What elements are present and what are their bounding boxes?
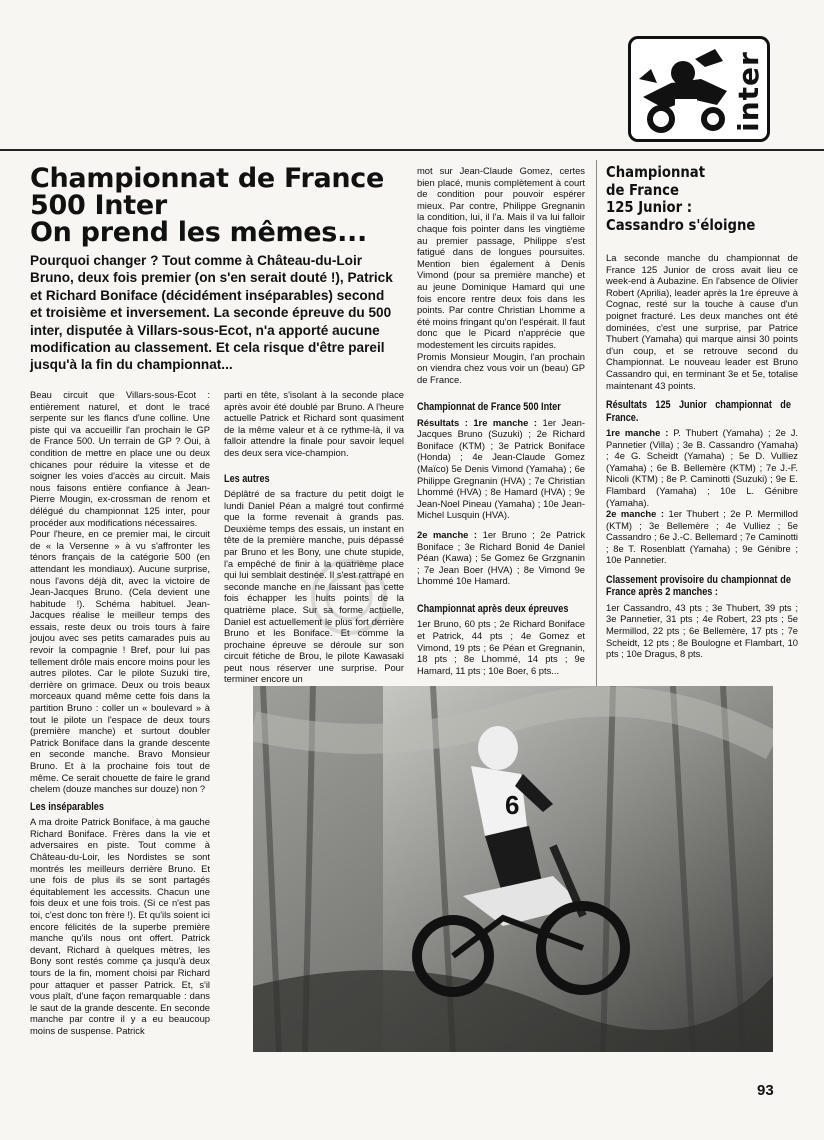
body-paragraph: parti en tête, s'isolant à la seconde place après avoir été doublé par Bruno. A l'heure actuelle Patrick et Richard sont quasiment de la même valeur et à ce rythme-là, il va falloir attendre la finale pour savoir lequel des deux sera vice-champion.: [224, 389, 404, 458]
subheading-autres: Les autres: [224, 472, 270, 485]
subheading-standings-500: Championnat après deux épreuves: [417, 603, 569, 615]
results-125-second-heat: 2e manche : 1er Thubert ; 2e P. Mermillod (KTM) ; 3e Bellemère ; 4e Vulliez ; 5e Cassandro ; 6e J.-C. Bellemard ; 7e Caminotti ; 8e T. Rosenblatt (Yamaha) ; 9e Génibre ; 10e Pannetier.: [606, 508, 798, 566]
motocross-jump-image: [253, 686, 773, 1052]
body-paragraph: A ma droite Patrick Boniface, à ma gauche Richard Boniface. Frères dans la vie et adversaires en piste. Tout comme à Château-du-Loir, les Nordistes se sont montrés les meilleurs derrière Bruno. Et une fois de plus ils se sont partagés équitablement les accessits. Chacun une fois deux et une fois trois. (Si ce n'est pas toi, c'est donc ton frère !). Et qu'ils soient ici encore félicités de la superbe première manche qu'ils nous ont offert. Patrick devant, Richard à quelques mètres, les Bony sont restés comme ça jusqu'à deux tours de la fin, moment choisi par Richard pour attaquer et passer Patrick. Et, s'il vous plaît, d'une façon remarquable : dans le saut de la grande descente. En seconde manche par contre il y a eu beaucoup moins de suspense. Patrick: [30, 816, 210, 1036]
page-number: 93: [757, 1082, 774, 1099]
side-body-paragraph: La seconde manche du championnat de France 125 Junior de cross avait lieu ce week-end à Aubazine. En l'absence de Olivier Robert (Aprilia), leader après la 1re épreuve à Cognac, resté sur la touche à cause d'un poignet fracturé. Les deux manches ont été dominées, c'est une surprise, par Patrice Thubert (Yamaha) qui marque ainsi 30 points d'un coup, et se retrouve second du Championnat. Le nouveau leader est Bruno Cassandro qui, en terminant 3e et 5e, totalise maintenant 43 points.: [606, 252, 798, 391]
body-paragraph: mot sur Jean-Claude Gomez, certes bien placé, munis complètement à court de condition pour pouvoir espérer mieux. Par contre, Philippe Gregnanin la condition, lui, il l'a. Mais il va lui falloir chaque fois pointer dans les vingtième au premier passage, Philippe s'est fatigué dans de longues poursuites. Mention bien également à Denis Vimond (pour sa première manche) et au jeune Dominique Hamard qui une fois encore rentre deux fois dans les points. Par contre Christian Lhomme a été moins fringant qu'on l'espérait. Il faut donc que le Picard n'apprécie que modestement les circuits rapides.: [417, 165, 585, 350]
logo-word: inter: [731, 50, 765, 132]
magazine-section-logo: [628, 36, 770, 142]
subheading-results-500: Championnat de France 500 Inter: [417, 401, 561, 414]
article-column-1: [30, 389, 210, 1036]
article-column-3: [417, 165, 585, 676]
body-paragraph: Pour l'heure, en ce premier mai, le circuit de « la Versenne » à vu s'affronter les ténors français de la catégorie 500 (en attendant les mondiaux). Aucune surprise, nous l'avons déjà dit, avec la victoire de Jean-Jacques Bruno. (Cela devient une habitude !). Schéma habituel. Jean-Jacques réalise le meilleur temps des essais, reste deux ou trois tours à faire joujou avec ses petits camarades puis au revoir la compagnie ! Bref, pour lui pas tellement drôle mais encore moins pour les autres pilotes. Car le pilote Suzuki tire, derrière on grimace. Deux ou trois beaux morceaux quand même cette fois dans la partition Bruno : coller un « boulevard » à tout le pilote un l'espace de deux tours (première manche) et surtout doubler Patrick Boniface dans la grande descente en seconde manche. Bravo Monsieur Bruno. Et à la prochaine fois tout de même. Ce serait chouette de faire le grand chelem (douze manches sur douze) non ?: [30, 528, 210, 795]
header-rule: [0, 149, 824, 151]
side-article-body: [606, 252, 798, 660]
standings-500: 1er Bruno, 60 pts ; 2e Richard Boniface et Patrick, 44 pts ; 4e Gomez et Vimond, 19 pts ; 6e Péan et Gregnanin, 18 pts ; 8e Lhommé, 14 pts ; 9e Hamard, 11 pts ; 10e Boer, 6 pts...: [417, 618, 585, 676]
subheading-results-125: Résultats 125 Junior championnat de France.: [606, 399, 791, 424]
subheading-standings-125: Classement provisoire du championnat de France après 2 manches :: [606, 574, 791, 599]
body-paragraph: Beau circuit que Villars-sous-Ecot : entièrement naturel, et dont le tracé serpente sur les flancs d'une colline. Une piste qui va accueillir l'an prochain le GP de France 500. Un terrain de GP ? Oui, à condition de mettre en place une ou deux chicanes pour réduire la vitesse et de soigner les voies d'accès au circuit. Mais nous faisons entière confiance à Jean-Pierre Mougin, ex-crossman de renom et délégué du championnat 125 inter, pour procéder aux modifications nécessaires.: [30, 389, 210, 528]
watermark-stamp: [308, 556, 390, 638]
rider-number: 6: [505, 790, 520, 820]
body-paragraph: Déplâtré de sa fracture du petit doigt le lundi Daniel Péan a malgré tout confirmé que la forme revenait à grands pas. Deuxième temps des essais, un instant en tête de la première manche, puis dépassé par Bruno et les Bony, une chute stupide, l'a empêché de finir à la quatrième place qui lui semblait destinée. Il s'est rattrapé en seconde manche en ne laissant pas cette fois échapper les huits points de la quatrième place. Sur sa forme actuelle, Daniel est actuellement le plus fort derrière Bruno et les Boniface. Et comme la prochaine épreuve se déroule sur son circuit fétiche de Brou, le pilote Kawasaki peut nous réserver une surprise. Pour terminer encore un: [224, 487, 404, 685]
results-second-heat: 2e manche : 1er Bruno ; 2e Patrick Boniface ; 3e Richard Bonid 4e Daniel Péan (Kawa) ; 5e Gomez 6e Grzgnanin ; 7e Jean Boer (HVA) ; 8e Vimond 9e Lhommé 10e Hamard.: [417, 529, 586, 587]
standings-125: 1er Cassandro, 43 pts ; 3e Thubert, 39 pts ; 3e Pannetier, 31 pts ; 4e Robert, 23 pts ; 5e Mermillod, 22 pts ; 6e Bellemère, 17 pts ; 7e Scheidt, 12 pts ; 8e Boulogne et Flambart, 10 pts ; 10e Dragus, 8 pts.: [606, 601, 798, 660]
results-first-heat: Résultats : 1re manche : 1er Jean-Jacques Bruno (Suzuki) ; 2e Richard Boniface (KTM) ; 3e Patrick Boniface (Honda) ; 4e Jean-Claude Gomez (Maïco) 5e Denis Vimond (Yamaha) ; 6e Philippe Gregnanin (HVA) ; 7e Christian Lhommé (HVA) ; 8e Hamard (HVA) ; 9e Jean-Noel Pineau (Yamaha) ; 10e Jean-Michel Lusquin (HVA).: [417, 416, 586, 521]
article-lead: Pourquoi changer ? Tout comme à Château-du-Loir Bruno, deux fois premier (on s'en serait douté !), Patrick et Richard Boniface (décidément inséparables) second et troisième et inversement. La seconde épreuve du 500 inter, disputée à Villars-sous-Ecot, n'a apporté aucune modification au classement. Et cela risque d'être pareil jusqu'à la fin du championnat...: [30, 253, 393, 373]
motocross-rider-icon: [631, 39, 741, 139]
subheading-inseparables: Les inséparables: [30, 800, 104, 813]
article-title: Championnat de France 500 Inter On prend les mêmes...: [30, 163, 385, 248]
results-125-first-heat: 1re manche : P. Thubert (Yamaha) ; 2e J. Pannetier (Villa) ; 3e B. Cassandro (Yamaha) ; 4e G. Scheidt (Yamaha) ; 5e D. Vulliez (Yamaha) ; 6e B. Bellemère (KTM) ; 7e J.-F. Nicoli (KTM) ; 8e P. Caminotti (Suzuki) ; 9e E. Flambard (Yamaha) ; 10e L. Génibre (Yamaha).: [606, 426, 798, 508]
side-article-title: Championnat de France 125 Junior : Cassandro s'éloigne: [606, 163, 756, 234]
article-column-2: [224, 389, 404, 685]
motocross-photo: [253, 686, 773, 1052]
column-divider: [596, 160, 597, 690]
body-paragraph: Promis Monsieur Mougin, l'an prochain on viendra chez vous voir un (beau) GP de France.: [417, 350, 585, 385]
